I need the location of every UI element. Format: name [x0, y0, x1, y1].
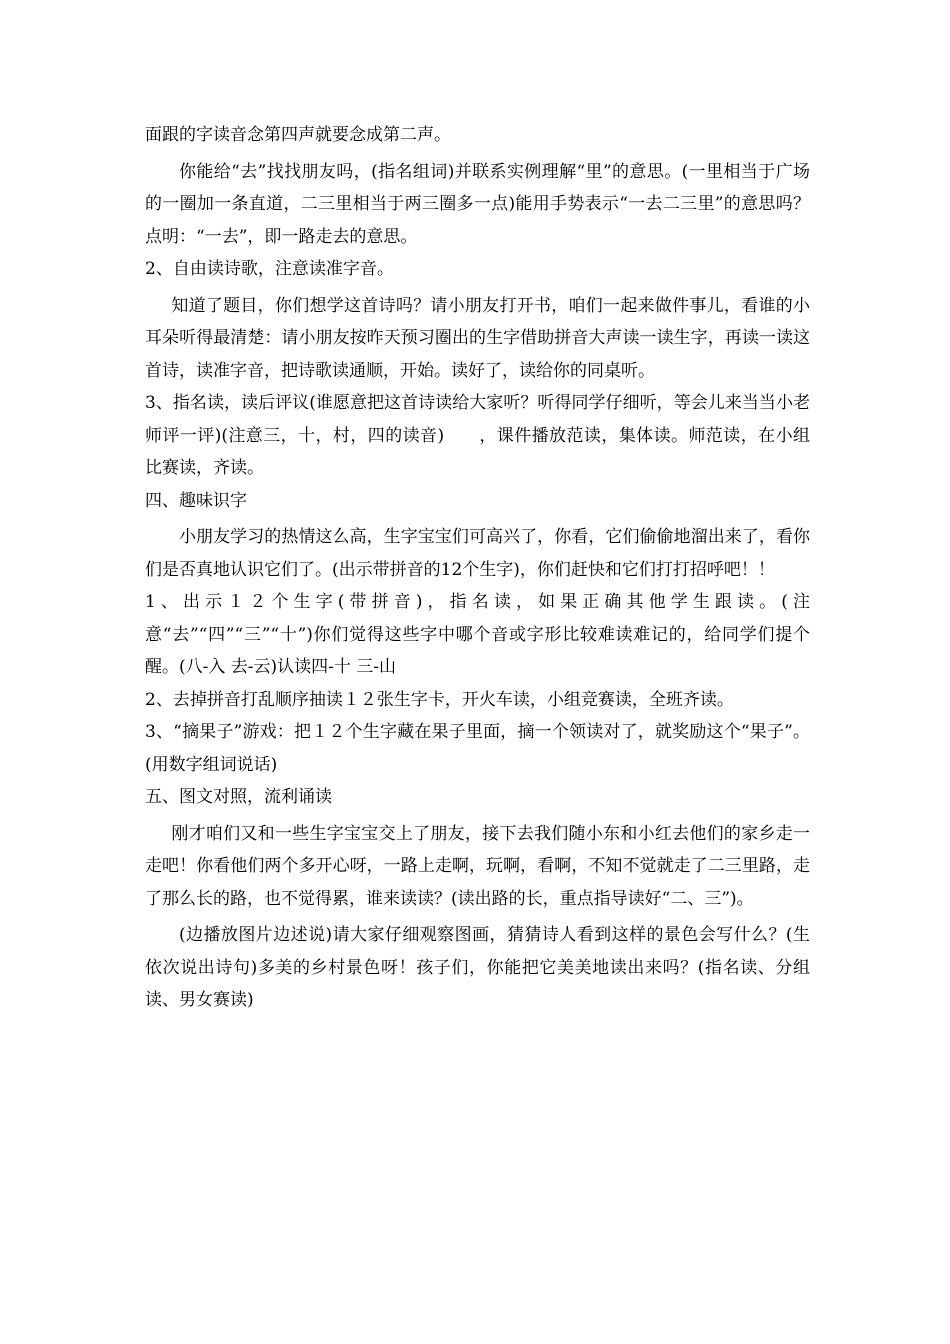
paragraph-walk-hometown: 刚才咱们又和一些生字宝宝交上了朋友，接下去我们随小东和小红去他们的家乡走一走吧！你看他们两个多开心呀，一路上走啊，玩啊，看啊，不知不觉就走了二三里路，走了那么长的路，也不觉得累，谁来读读？(读出路的长，重点指导读好“二、三”)。 — [145, 823, 810, 909]
paragraph-find-friends: 你能给“去”找找朋友吗，(指名组词)并联系实例理解“里”的意思。(一里相当于广场的一圈加一条直道，二三里相当于两三圈多一点)能用手势表示“一去二三里”的意思吗？点明：“一去”，即一路走去的意思。 — [145, 161, 810, 247]
document-page — [145, 119, 810, 1017]
step-3-named-reading: 3、指名读，读后评议(谁愿意把这首诗读给大家听？听得同学仔细听，等会儿来当当小老师评一评)(注意三，十，村，四的读音) ，课件播放范读，集体读。师范读，在小组比赛读，齐读。 — [145, 393, 810, 478]
paragraph-continuation: 面跟的字读音念第四声就要念成第二声。 — [145, 125, 451, 145]
step-2-card-reading: 2、去掉拼音打乱顺序抽读１２张生字卡，开火车读，小组竞赛读，全班齐读。 — [145, 689, 734, 710]
paragraph-enthusiasm: 小朋友学习的热情这么高，生字宝宝们可高兴了，你看，它们偷偷地溜出来了，看你们是否真地认识它们了。(出示带拼音的12个生字)，你们赶快和它们打打招呼吧！！ — [145, 527, 810, 580]
step-3-fruit-game: 3、“摘果子”游戏：把１２个生字藏在果子里面，摘一个领读对了，就奖励这个“果子”。(用数字组词说话) — [145, 722, 810, 775]
step-2-free-reading: 2、自由读诗歌，注意读准字音。 — [145, 259, 394, 279]
paragraph-know-title: 知道了题目，你们想学这首诗吗？请小朋友打开书，咱们一起来做件事儿，看谁的小耳朵听得最清楚：请小朋友按昨天预习圈出的生字借助拼音大声读一读生字，再读一读这首诗，读准字音，把诗歌读通顺，开始。读好了，读给你的同桌听。 — [145, 295, 810, 381]
paragraph-observe-picture: (边播放图片边述说)请大家仔细观察图画，猜猜诗人看到这样的景色会写什么？(生依次说出诗句)多美的乡村景色呀！孩子们，你能把它美美地读出来吗？(指名读、分组读、男女赛读) — [145, 925, 810, 1010]
section-heading-4: 四、趣味识字 — [145, 490, 247, 511]
section-heading-5: 五、图文对照，流利诵读 — [145, 787, 332, 807]
step-1-show-characters: 1、出示１２个生字(带拼音)，指名读，如果正确其他学生跟读。(注意“去”“四”“三”“十”)你们觉得这些字中哪个音或字形比较难读难记的，给同学们提个醒。(八-入 去-云)认读四-十 三-山 — [145, 592, 810, 677]
